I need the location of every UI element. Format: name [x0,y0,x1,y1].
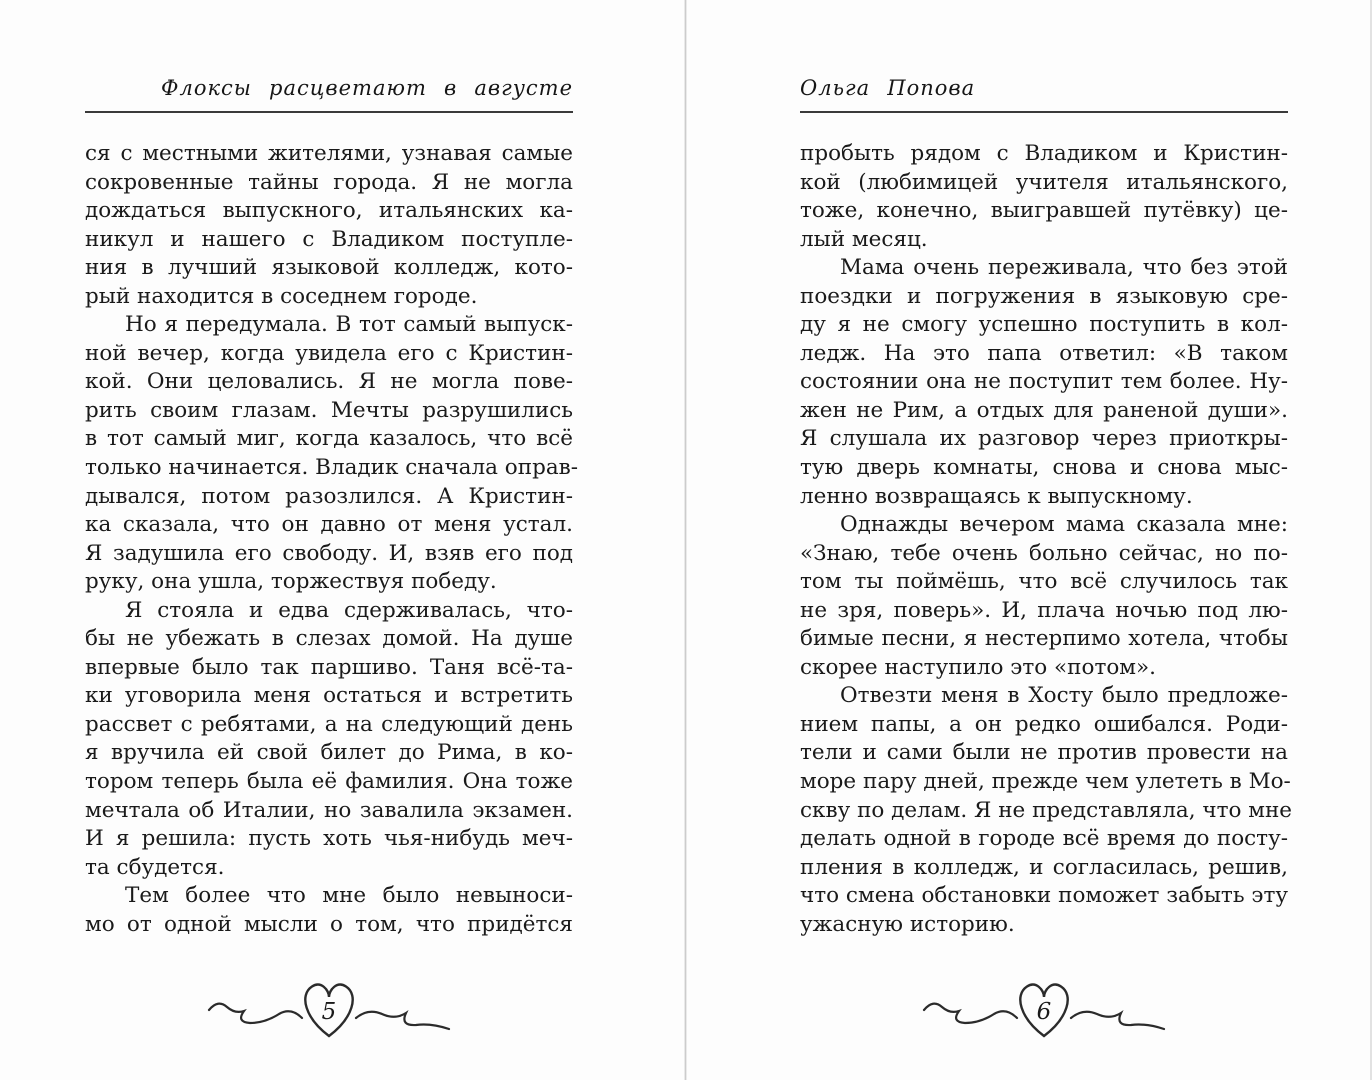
text-line: нием папы, а он редко ошибался. Роди- [800,711,1288,737]
page-text-left [85,140,579,939]
text-line: Однажды вечером мама сказала мне: [840,512,1288,538]
text-line: море пару дней, прежде чем улететь в Мо- [800,769,1291,795]
text-line: я вручила ей свой билет до Рима, в ко- [85,740,573,766]
text-line: ка сказала, что он давно от меня устал. [85,512,573,538]
header-rule [800,111,1288,113]
page-footer-left [85,966,573,1044]
text-line: кой. Они целовались. Я не могла пове- [85,369,573,395]
text-line: бы не убежать в слезах домой. На душе [85,626,573,652]
text-line: ледж. На это папа ответил: «В таком [800,340,1288,366]
flourish-right-icon [356,1012,449,1029]
flourish-left-icon [924,1004,1017,1023]
text-line: ленно возвращаясь к выпускному. [800,483,1193,509]
text-line: Я стояла и едва сдерживалась, что- [125,597,573,623]
text-line: руку, она ушла, торжествуя победу. [85,569,497,595]
paragraph [85,882,573,939]
flourish-left-icon [209,1004,302,1023]
page-number: 6 [1036,999,1052,1025]
text-line: состоянии она не поступит тем более. Ну- [800,369,1288,395]
text-line: скорее наступило это «потом». [800,654,1156,680]
paragraph [85,311,579,596]
paragraph [800,511,1288,682]
paragraph [85,140,573,311]
text-line: ной вечер, когда увидела его с Кристин- [85,340,573,366]
text-line: скву по делам. Я не представляла, что мне [800,797,1293,823]
text-line: поездки и погружения в языковую сре- [800,283,1288,309]
page-right [686,0,1372,1080]
text-line: тели и сами были не против провести на [800,740,1288,766]
text-line: кой (любимицей учителя итальянского, [800,169,1288,195]
text-line: та сбудется. [85,854,225,880]
header-rule [85,111,573,113]
page-header-right [800,72,1288,113]
text-line: что смена обстановки поможет забыть эту [800,883,1288,909]
text-line: мечтала об Италии, но завалила экзамен. [85,797,573,823]
text-line: ужасную историю. [800,911,1015,937]
text-line: рить своим глазам. Мечты разрушились [85,397,573,423]
paragraph [800,682,1293,939]
text-line: «Знаю, тебе очень больно сейчас, но по- [800,540,1288,566]
text-line: впервые было так паршиво. Таня всё-та- [85,654,573,680]
text-line: ки уговорила меня остаться и встретить [85,683,573,709]
text-line: ду я не смогу успешно поступить в кол- [800,312,1288,338]
text-line: бимые песни, я нестерпимо хотела, чтобы [800,626,1288,652]
paragraph [800,140,1288,254]
page-number: 5 [321,999,337,1025]
text-line: тоже, конечно, выигравшей путёвку) це- [800,198,1288,224]
heart-flourish-ornament [919,966,1169,1044]
text-line: Тем более что мне было невыноси- [125,883,573,909]
text-line: тором теперь была её фамилия. Она тоже [85,769,573,795]
text-line: в тот самый миг, когда казалось, что всё [85,426,573,452]
text-line: тую дверь комнаты, снова и снова мыс- [800,455,1288,481]
text-line: Я задушила его свободу. И, взяв его под [85,540,573,566]
page-header-left [85,72,573,113]
text-line: пления в колледж, и согласилась, решив, [800,854,1288,880]
page-gutter-divider [684,0,687,1080]
text-line: Мама очень переживала, что без этой [840,255,1288,281]
text-line: мо от одной мысли о том, что придётся [85,911,573,937]
text-line: дывался, потом разозлился. А Кристин- [85,483,573,509]
text-line: Отвезти меня в Хосту было предложе- [840,683,1288,709]
text-line: ся с местными жителями, узнавая самые [85,141,573,166]
running-title-author: Ольга Попова [800,76,976,100]
text-line: рассвет с ребятами, а на следующий день [85,711,573,737]
paragraph [85,597,573,882]
text-line: И я решила: пусть хоть чья-нибудь меч- [85,826,573,852]
text-line: никул и нашего с Владиком поступле- [85,226,573,252]
page-text-right [800,140,1293,939]
text-line: не зря, поверь». И, плача ночью под лю- [800,597,1288,623]
text-line: Я слушала их разговор через приоткры- [800,426,1288,452]
text-line: ния в лучший языковой колледж, кото- [85,255,573,281]
text-line: Но я передумала. В тот самый выпуск- [125,312,573,338]
text-line: только начинается. Владик сначала оправ- [85,455,579,481]
text-line: жен не Рим, а отдых для раненой души». [800,397,1288,423]
flourish-right-icon [1071,1012,1164,1029]
heart-flourish-ornament [204,966,454,1044]
page-footer-right [800,966,1288,1044]
text-line: пробыть рядом с Владиком и Кристин- [800,141,1288,166]
text-line: рый находится в соседнем городе. [85,283,478,309]
text-line: том ты поймёшь, что всё случилось так [800,569,1288,595]
text-line: дождаться выпускного, итальянских ка- [85,198,573,224]
running-title-book: Флоксы расцветают в августе [161,76,573,100]
text-line: лый месяц. [800,226,928,252]
text-line: сокровенные тайны города. Я не могла [85,169,573,195]
paragraph [800,254,1288,511]
text-line: делать одной в городе всё время до посту- [800,826,1288,852]
